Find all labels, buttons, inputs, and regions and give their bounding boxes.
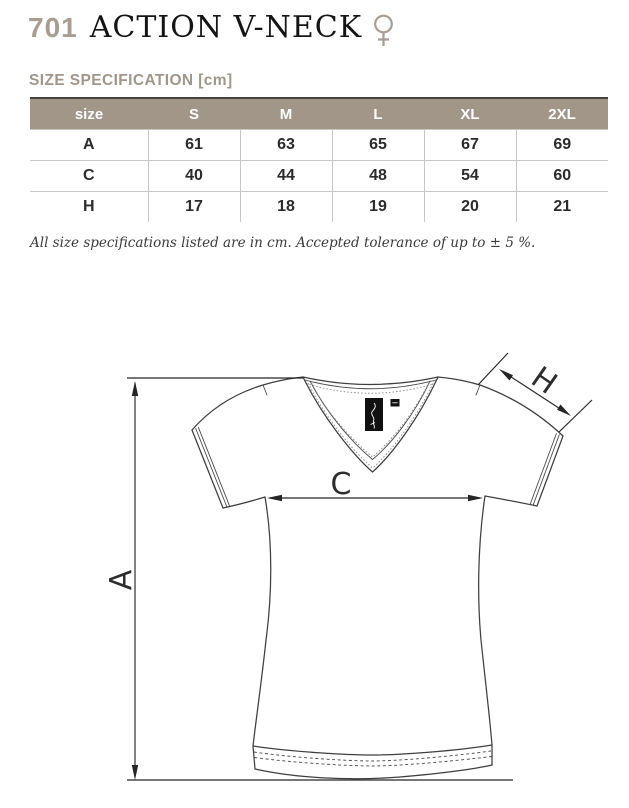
table-cell: 61 [148, 130, 240, 161]
column-header-size: size [30, 98, 148, 130]
size-specification-table [30, 97, 608, 222]
table-cell: 20 [424, 192, 516, 223]
hem-stitching [254, 751, 492, 766]
dimension-label-c: C [330, 467, 352, 502]
table-row-h [30, 192, 608, 223]
table-cell: 54 [424, 161, 516, 192]
table-cell: 48 [332, 161, 424, 192]
tshirt-outline [192, 377, 563, 779]
table-cell: 18 [240, 192, 332, 223]
dimension-label-h: H [524, 360, 564, 402]
brand-label [365, 398, 383, 431]
table-cell: 44 [240, 161, 332, 192]
table-cell: 69 [516, 130, 608, 161]
table-row-c [30, 161, 608, 192]
table-cell: 63 [240, 130, 332, 161]
column-header-2xl: 2XL [516, 98, 608, 130]
table-cell: 60 [516, 161, 608, 192]
size-tab [391, 399, 400, 407]
product-name: ACTION V-NECK [89, 10, 363, 45]
table-cell: 17 [148, 192, 240, 223]
row-label: H [30, 192, 148, 223]
column-header-l: L [332, 98, 424, 130]
section-heading: SIZE SPECIFICATION [cm] [29, 72, 233, 89]
column-header-m: M [240, 98, 332, 130]
page-header [0, 0, 629, 50]
product-code: 701 [28, 12, 78, 43]
dimension-label-a: A [104, 569, 139, 591]
table-cell: 67 [424, 130, 516, 161]
dimension-c [267, 467, 483, 502]
dimension-h [478, 353, 592, 432]
table-row-a [30, 130, 608, 161]
female-icon [372, 14, 395, 55]
tshirt-measurement-drawing [0, 328, 629, 808]
dimension-a [104, 378, 513, 780]
table-header-row [30, 98, 608, 130]
table-cell: 19 [332, 192, 424, 223]
table-cell: 21 [516, 192, 608, 223]
table-cell: 40 [148, 161, 240, 192]
row-label: A [30, 130, 148, 161]
row-label: C [30, 161, 148, 192]
tolerance-note: All size specifications listed are in cm. Accepted tolerance of up to ± 5 %. [30, 235, 536, 251]
column-header-xl: XL [424, 98, 516, 130]
table-cell: 65 [332, 130, 424, 161]
column-header-s: S [148, 98, 240, 130]
